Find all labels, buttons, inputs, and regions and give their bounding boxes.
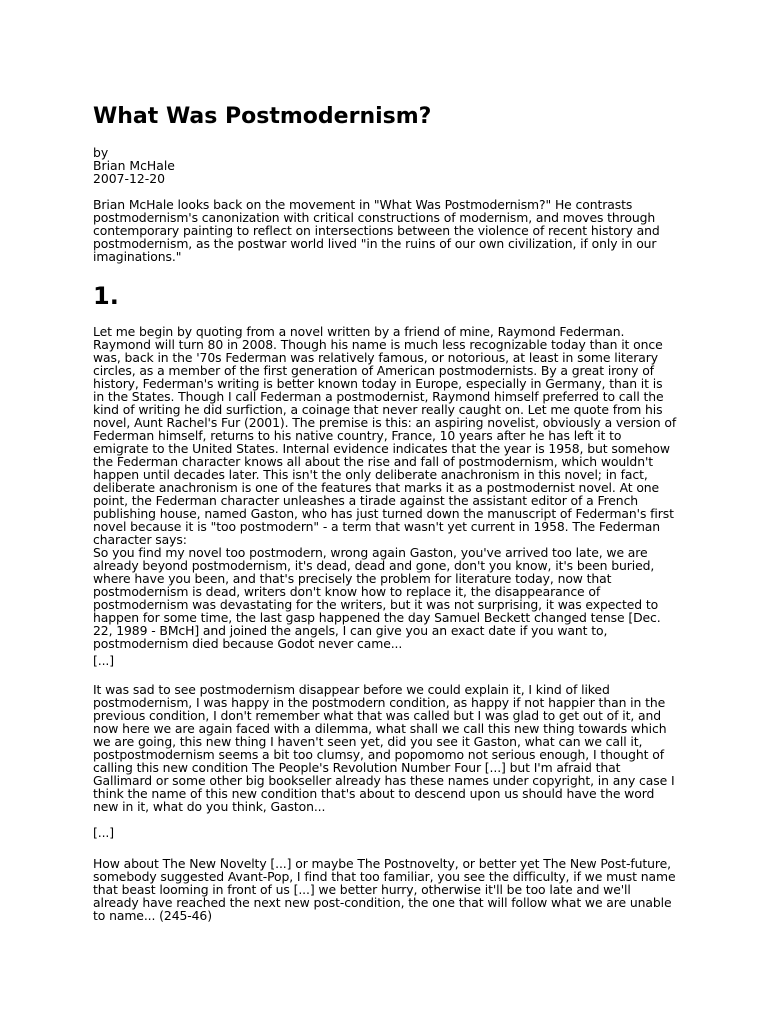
byline: [93, 146, 175, 185]
author-name: Brian McHale: [93, 158, 175, 173]
ellipsis-paragraph: [...]: [93, 825, 114, 840]
byline-by: by: [93, 145, 109, 160]
block-quote-paragraph: It was sad to see postmodernism disappear before we could explain it, I kind of liked postmodernism, I was happy in the postmodern condition, as happy if not happier than in the previous condition, I don't remember what that was called but I was glad to get out of it, and now here we are again faced with a dilemma, what shall we call this new thing towards which we are going, this new thing I haven't seen yet, did you see it Gaston, what can we call it, postpostmodernism seems a bit too clumsy, and popomomo not serious enough, I thought of calling this new condition The People's Revolution Number Four [...] but I'm afraid that Gallimard or some other big bookseller already has these names under copyright, in any case I think the name of this new condition that's about to descend upon us should have the word new in it, what do you think, Gaston...: [93, 682, 675, 814]
page-title: What Was Postmodernism?: [93, 104, 432, 129]
publish-date: 2007-12-20: [93, 171, 166, 186]
block-quote-paragraph: So you find my novel too postmodern, wrong again Gaston, you've arrived too late, we are already beyond postmodernism, it's dead, dead and gone, don't you know, it's been buried, where have you been, and that's precisely the problem for literature today, now that postmodernism is dead, writers don't know how to replace it, the disappearance of postmodernism was devastating for the writers, but it was not surprising, it was expected to happen for some time, the last gasp happened the day Samuel Beckett changed tense [Dec. 22, 1989 - BMcH] and joined the angels, I can give you an exact date if you want to, postmodernism died because Godot never came...: [93, 545, 661, 651]
ellipsis-paragraph: [...]: [93, 653, 114, 668]
body-paragraph: Let me begin by quoting from a novel written by a friend of mine, Raymond Federman. Raymond will turn 80 in 2008. Though his name is much less recognizable today than it once was, back in the '70s Federman was relatively famous, or notorious, at least in some literary circles, as a member of the first generation of American postmodernists. By a great irony of history, Federman's writing is better known today in Europe, especially in Germany, than it is in the States. Though I call Federman a postmodernist, Raymond himself preferred to call the kind of writing he did surfiction, a coinage that never really caught on. Let me quote from his novel, Aunt Rachel's Fur (2001). The premise is this: an aspiring novelist, obviously a version of Federman himself, returns to his native country, France, 10 years after he has left it to emigrate to the United States. Internal evidence indicates that the year is 1958, but somehow the Federman character knows all about the rise and fall of postmodernism, which wouldn't happen until decades later. This isn't the only deliberate anachronism in this novel; in fact, deliberate anachronism is one of the features that marks it as a postmodernist novel. At one point, the Federman character unleashes a tirade against the assistant editor of a French publishing house, named Gaston, who has just turned down the manuscript of Federman's first novel because it is "too postmodern" - a term that wasn't yet current in 1958. The Federman character says:: [93, 324, 677, 547]
section-heading: 1.: [93, 282, 119, 310]
block-quote-paragraph: How about The New Novelty [...] or maybe The Postnovelty, or better yet The New Post-future, somebody suggested Avant-Pop, I find that too familiar, you see the difficulty, if we must name that beast looming in front of us [...] we better hurry, otherwise it'll be too late and we'll already have reached the next new post-condition, the one that will follow what we are unable to name... (245-46): [93, 856, 676, 923]
abstract-paragraph: Brian McHale looks back on the movement in "What Was Postmodernism?" He contrasts postmodernism's canonization with critical constructions of modernism, and moves through contemporary painting to reflect on intersections between the violence of recent history and postmodernism, as the postwar world lived "in the ruins of our own civilization, if only in our imaginations.": [93, 197, 660, 264]
